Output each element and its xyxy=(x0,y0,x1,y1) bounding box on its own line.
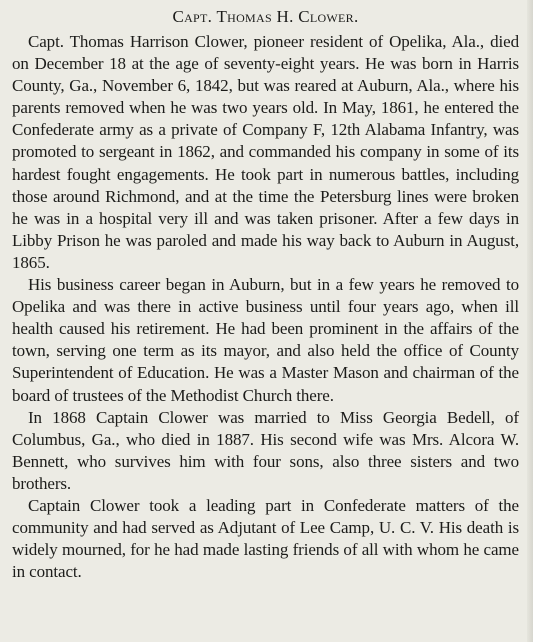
paragraph-confederate-matters: Captain Clower took a leading part in Confederate matters of the community and had served as Adjutant of Lee Camp, U. C. V. His death is widely mourned, for he had made lasting friends of all with whom he came in contact. xyxy=(12,495,519,582)
page-edge-shadow xyxy=(527,0,533,642)
paragraph-business-career: His business career began in Auburn, but in a few years he removed to Opelika and was there in active business until four years ago, when ill health caused his retirement. He had been prominent in the affairs of the town, serving one term as its mayor, and also held the office of County Superintendent of Education. He was a Master Mason and chairman of the board of trustees of the Methodist Church there. xyxy=(12,275,519,405)
paragraph-family: In 1868 Captain Clower was married to Miss Georgia Bedell, of Columbus, Ga., who died in 1887. His second wife was Mrs. Alcora W. Bennett, who survives him with four sons, also three sisters and two brothers. xyxy=(12,407,519,493)
article-title-text: Capt. Thomas H. Clower. xyxy=(172,7,359,26)
paragraph-military-service: Capt. Thomas Harrison Clower, pioneer resident of Opelika, Ala., died on December 18 at the age of seventy-eight years. He was born in Harris County, Ga., November 6, 1842, but was reared at Auburn, Ala., where his parents removed when he was two years old. In May, 1861, he entered the Confederate army as a private of Company F, 12th Alabama Infantry, was promoted to sergeant in 1862, and commanded his company in some of its hardest fought engagements. He took part in numerous battles, including those around Richmond, and at the time the Petersburg lines were broken he was in a hospital very ill and was taken prisoner. After a few days in Libby Prison he was paroled and made his way back to Auburn in August, 1865. xyxy=(12,32,519,272)
article-title xyxy=(12,6,519,28)
